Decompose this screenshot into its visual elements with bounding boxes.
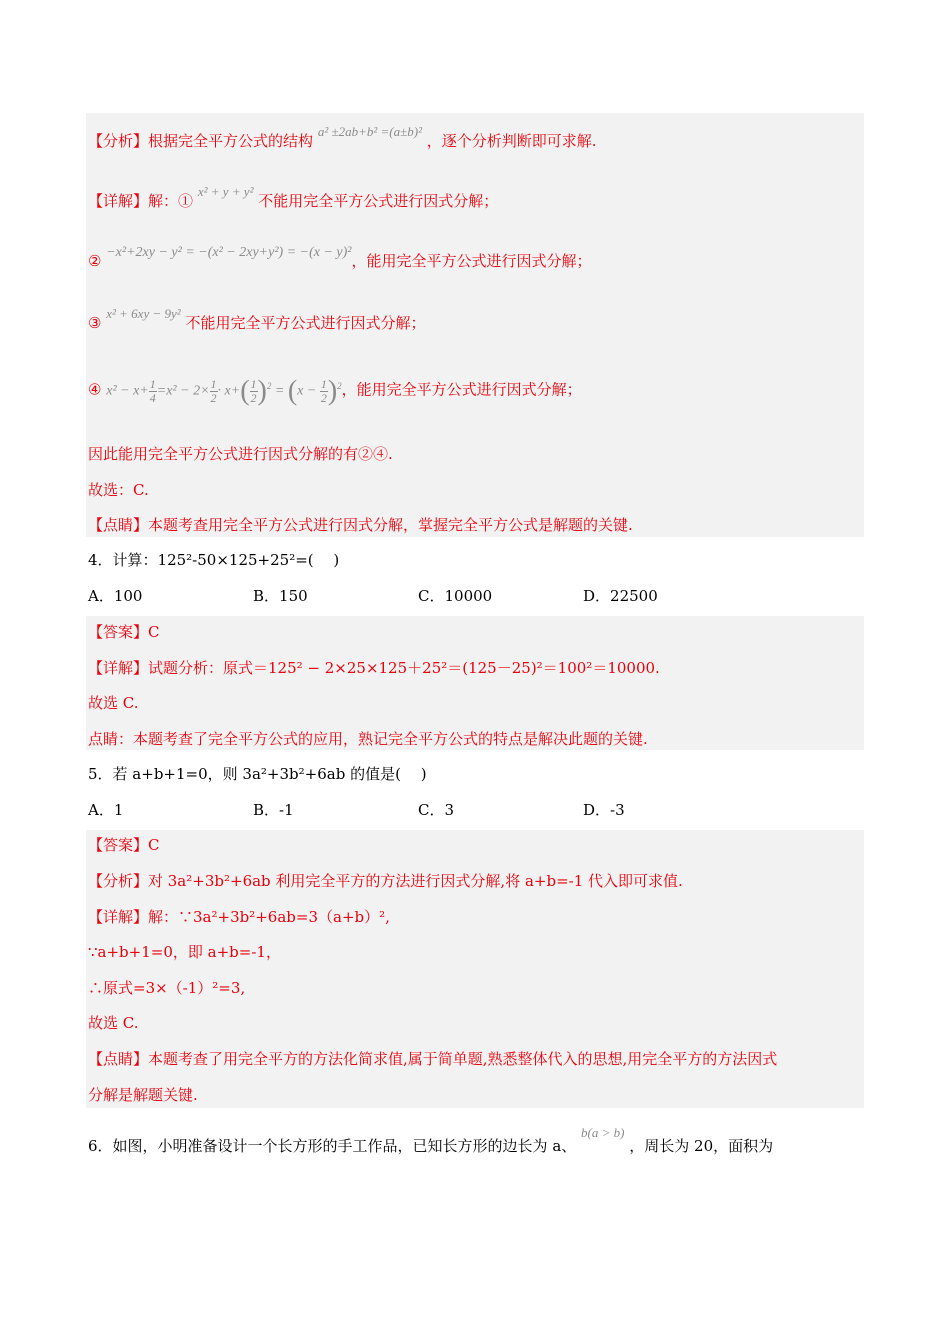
q3-item2-marker: ② [88,252,102,270]
q3-item1-formula: x² + y + y² [197,184,254,199]
q4-answer: 【答案】C [88,623,160,641]
q4-comment: 点睛：本题考查了完全平方公式的应用，熟记完全平方公式的特点是解决此题的关键. [88,730,648,748]
q3-detail-line2 [88,245,592,273]
q3-conclusion: 因此能用完全平方公式进行因式分解的有②④. [88,445,393,463]
q5-comment-line2: 分解是解题关键. [88,1086,198,1104]
q4-option-c: C．10000 [418,587,493,605]
q5-choose: 故选 C. [88,1014,139,1032]
q5-stem: 5．若 a+b+1=0，则 3a²+3b²+6ab 的值是( ) [88,765,427,783]
q5-answer: 【答案】C [88,836,160,854]
q5-option-c: C．3 [418,801,455,819]
q3-item1-text: 不能用完全平方公式进行因式分解； [258,192,499,210]
q4-option-b: B．150 [253,587,308,605]
q3-analysis [88,124,597,152]
q5-comment-line1: 【点睛】本题考查了用完全平方的方法化简求值,属于简单题,熟悉整体代入的思想,用完全平方的方法因式 [88,1050,778,1068]
q5-step2: ∵a+b+1=0，即 a+b=-1， [88,943,281,961]
q6-formula: b(a > b) [581,1125,625,1140]
q4-detail: 【详解】试题分析：原式＝125² − 2×25×125＋25²＝(125－25)²＝100²＝10000. [88,659,660,677]
q3-item4-formula: x² − x+ $\frac{1}{4}$ =x² − 2× $\frac{1}{2}$ · x+( $\frac{1}{2}$ )$^2$ = (x − $\frac{1}{2}$ )$^2$ [106,375,342,407]
q5-step3: ∴原式=3×（-1）²=3, [88,979,246,997]
q3-comment-label: 【点睛】 [88,516,149,534]
q3-comment [88,515,633,535]
q5-option-b: B．-1 [253,801,294,819]
q3-item3-formula: x² + 6xy − 9y² [106,306,181,321]
q3-item4-text: ，能用完全平方公式进行因式分解； [341,380,582,399]
q3-item3-text: 不能用完全平方公式进行因式分解； [185,314,426,332]
q3-item2-formula: −x²+2xy − y² = −(x² − 2xy+y²) = −(x − y)² [106,245,352,260]
q6-stem-start: 6．如图，小明准备设计一个长方形的手工作品，已知长方形的边长为 a、 [88,1137,577,1155]
q3-choose: 故选：C. [88,481,149,499]
q5-analysis: 【分析】对 3a²+3b²+6ab 利用完全平方的方法进行因式分解,将 a+b=-1 代入即可求值. [88,872,683,890]
q3-detail-line3 [88,306,426,334]
q3-analysis-label: 【分析】 [88,132,149,150]
q4-option-d: D．22500 [583,587,658,605]
q3-analysis-formula: a² ±2ab+b² =(a±b)² [317,124,422,139]
q3-detail-line1 [88,184,499,212]
q6-stem [88,1125,774,1157]
q4-choose: 故选 C. [88,694,139,712]
q6-stem-end: ，周长为 20，面积为 [629,1137,774,1155]
q5-option-d: D．-3 [583,801,625,819]
q4-stem: 4．计算：125²-50×125+25²=( ) [88,551,340,569]
q5-detail: 【详解】解：∵3a²+3b²+6ab=3（a+b）², [88,908,390,926]
q5-option-a: A．1 [88,801,124,819]
q3-analysis-text: 根据完全平方公式的结构 [148,132,314,150]
q4-option-a: A．100 [88,587,143,605]
q3-detail-label: 【详解】 [88,192,149,210]
q3-comment-text: 本题考查用完全平方公式进行因式分解，掌握完全平方公式是解题的关键. [148,516,633,534]
q3-detail-line4 [88,366,582,412]
q3-item2-text: ，能用完全平方公式进行因式分解； [351,252,592,270]
q3-analysis-tail: ，逐个分析判断即可求解. [426,132,597,150]
q3-item3-marker: ③ [88,314,102,332]
q3-detail-intro: 解：① [148,192,194,210]
q3-item4-marker: ④ [88,380,102,399]
